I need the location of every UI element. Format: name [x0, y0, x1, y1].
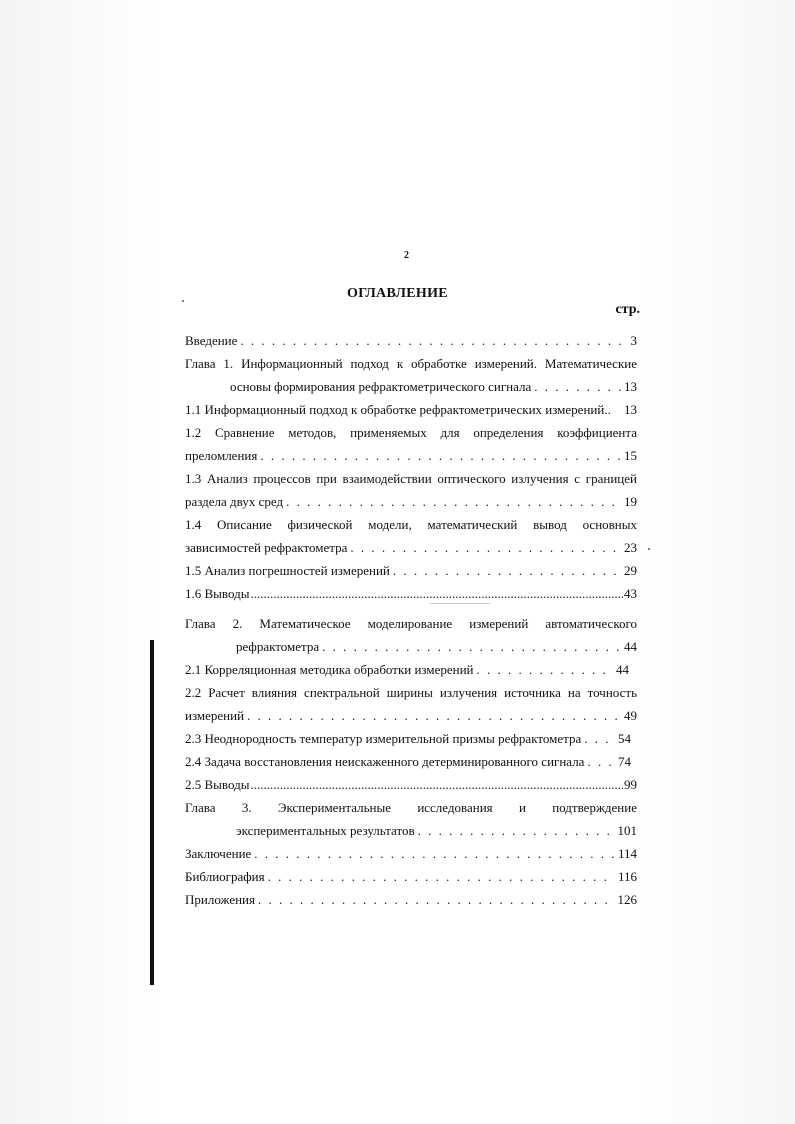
toc-section-1-5 — [185, 561, 637, 581]
toc-chapter-2 — [236, 637, 637, 657]
toc-entry-page: 116 — [617, 869, 637, 884]
toc-section-2-2 — [185, 706, 637, 726]
toc-entry-text: 2.1 Корреляционная методика обработки измерений — [185, 662, 474, 677]
toc-chapter-2-heading — [185, 614, 637, 634]
scan-speck — [648, 548, 650, 550]
toc-entry-text: 1.4 Описание физической модели, математический вывод основных — [185, 517, 637, 532]
toc-entry-page: 44 — [616, 662, 629, 677]
toc-section-2-3 — [185, 729, 631, 749]
toc-chapter-3 — [236, 821, 637, 841]
toc-entry-page: 29 — [624, 563, 637, 578]
toc-entry-page: 43 — [624, 586, 637, 601]
page-column-label: стр. — [615, 302, 640, 317]
toc-entry-text: 1.3 Анализ процессов при взаимодействии оптического излучения с границей — [185, 471, 637, 486]
toc-entry-page: 99 — [624, 777, 637, 792]
leader-dots — [240, 331, 627, 351]
toc-entry-conclusion — [185, 844, 637, 864]
scan-speck — [430, 603, 490, 604]
toc-entry-text: экспериментальных результатов — [236, 823, 415, 838]
toc-entry-text: Приложения — [185, 892, 255, 907]
leader-dots — [258, 890, 615, 910]
toc-chapter-1-heading — [185, 354, 637, 374]
toc-entry-page: 13 — [624, 379, 637, 394]
toc-entry-text: Глава 3. Экспериментальные исследования и подтверждение — [185, 800, 637, 815]
toc-entry-page: 49 — [624, 708, 637, 723]
toc-entry-appendices — [185, 890, 637, 910]
toc-entry-text: 1.1 Информационный подход к обработке рефрактометрических измерений — [185, 402, 605, 417]
toc-entry-text: раздела двух сред — [185, 494, 284, 509]
toc-section-1-3 — [185, 492, 637, 512]
toc-entry-text: измерений — [185, 708, 245, 723]
toc-entry-page: 74 — [618, 754, 631, 769]
leader-dots — [584, 729, 615, 749]
toc-entry-text: 2.3 Неоднородность температур измерительной призмы рефрактометра — [185, 731, 582, 746]
toc-chapter-3-heading — [185, 798, 637, 818]
toc-section-2-4 — [185, 752, 631, 772]
leader-dots — [418, 821, 615, 841]
toc-section-1-1: 1.1 Информационный подход к обработке рефрактометрических измерений .. 13 — [185, 400, 637, 420]
leader-dots — [322, 637, 621, 657]
scan-speck — [182, 300, 184, 302]
toc-entry-page: 44 — [624, 639, 637, 654]
toc-section-1-3-heading — [185, 469, 637, 489]
toc-entry-text: Заключение — [185, 846, 252, 861]
leader-dots — [350, 538, 621, 558]
toc-entry-page: 3 — [630, 333, 637, 348]
toc-entry-introduction — [185, 331, 637, 351]
toc-entry-text: 2.4 Задача восстановления неискаженного детерминированного сигнала — [185, 754, 585, 769]
leader-dots — [268, 867, 615, 887]
toc-section-1-2-heading — [185, 423, 637, 443]
toc-entry-page: 23 — [624, 540, 637, 555]
toc-section-2-1 — [185, 660, 629, 680]
leader-dots — [393, 561, 621, 581]
toc-section-2-2-heading — [185, 683, 637, 703]
toc-entry-page: 54 — [618, 731, 631, 746]
leader-dots — [250, 584, 623, 604]
leader-dots — [534, 377, 621, 397]
page-number: 2 — [404, 250, 409, 261]
toc-entry-page: 15 — [624, 448, 637, 463]
leader-dots — [260, 446, 621, 466]
toc-section-1-4 — [185, 538, 637, 558]
toc-section-1-4-heading — [185, 515, 637, 535]
toc-entry-page: 101 — [617, 823, 637, 838]
toc-section-1-6 — [185, 584, 637, 604]
toc-section-1-2 — [185, 446, 637, 466]
leader-dots — [250, 775, 623, 795]
toc-entry-text: 1.6 Выводы — [185, 586, 250, 601]
leader-dots — [587, 752, 615, 772]
scan-margin-bar — [150, 640, 154, 985]
toc-entry-text: Глава 1. Информационный подход к обработке измерений. Математические — [185, 356, 637, 371]
toc-chapter-1 — [230, 377, 637, 397]
toc-entry-text: рефрактометра — [236, 639, 320, 654]
toc-entry-bibliography — [185, 867, 637, 887]
toc-entry-text: 2.2 Расчет влияния спектральной ширины излучения источника на точность — [185, 685, 637, 700]
leader-dots — [477, 660, 613, 680]
toc-entry-text: основы формирования рефрактометрического сигнала — [230, 379, 532, 394]
toc-entry-page: 114 — [617, 846, 637, 861]
toc-entry-text: 1.2 Сравнение методов, применяемых для определения коэффициента — [185, 425, 637, 440]
toc-entry-text: 1.5 Анализ погрешностей измерений — [185, 563, 390, 578]
leader-dots — [254, 844, 615, 864]
leader-dots — [247, 706, 621, 726]
toc-entry-text: Библиография — [185, 869, 265, 884]
toc-entry-text: Введение — [185, 333, 238, 348]
toc-entry-page: 126 — [617, 892, 637, 907]
toc-entry-text: зависимостей рефрактометра — [185, 540, 348, 555]
toc-entry-text: Глава 2. Математическое моделирование измерений автоматического — [185, 616, 637, 631]
toc-entry-page: 19 — [624, 494, 637, 509]
toc-entry-text: преломления — [185, 448, 258, 463]
leader-dots — [286, 492, 621, 512]
toc-entry-text: 2.5 Выводы — [185, 777, 250, 792]
toc-section-2-5 — [185, 775, 637, 795]
toc-entry-page: 13 — [624, 402, 637, 417]
page-title: ОГЛАВЛЕНИЕ — [347, 286, 448, 301]
